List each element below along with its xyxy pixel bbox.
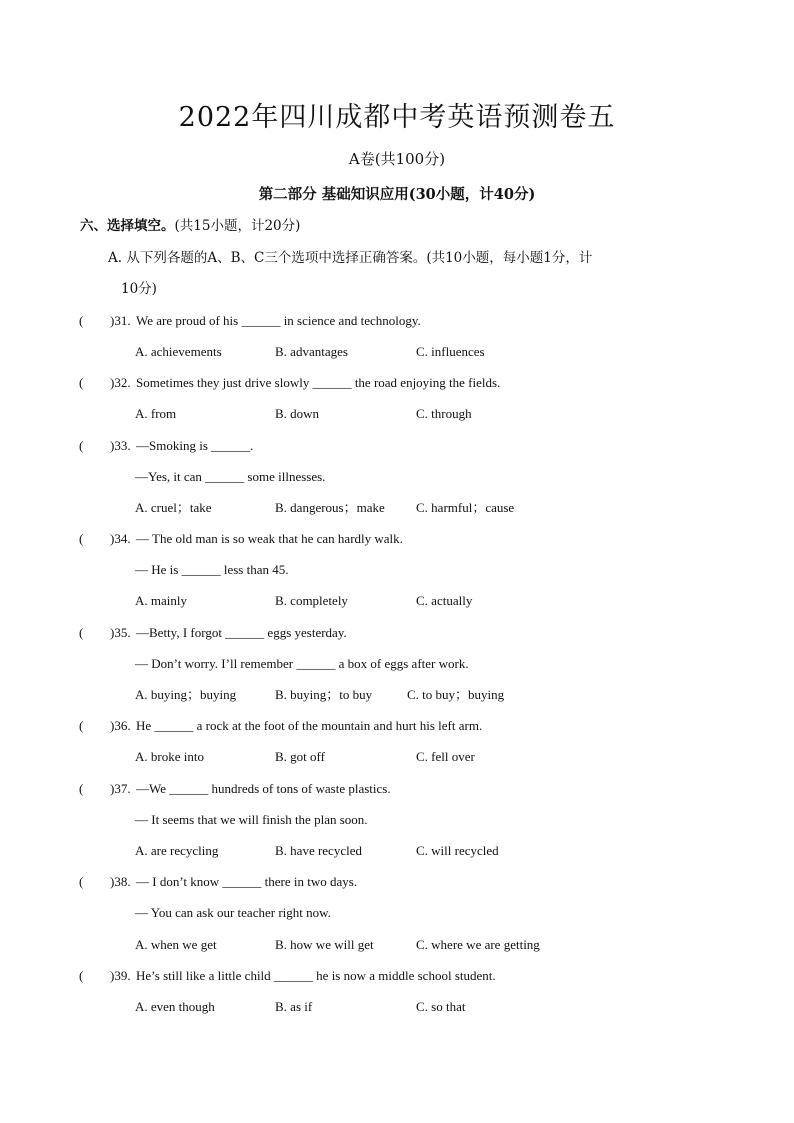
option-a: A. from xyxy=(135,406,177,421)
option-a: A. cruel；take xyxy=(135,500,212,515)
answer-paren: ( xyxy=(79,375,84,390)
option-b: B. as if xyxy=(275,999,313,1014)
option-b: B. got off xyxy=(275,749,325,764)
option-b: B. completely xyxy=(275,593,348,608)
page-title: 2022年四川成都中考英语预测卷五 xyxy=(178,102,616,133)
question-stem: —Betty, I forgot ______ eggs yesterday. xyxy=(136,625,347,640)
option-a: A. even though xyxy=(135,999,215,1014)
question-stem: — I don’t know ______ there in two days. xyxy=(136,874,358,889)
option-a: A. broke into xyxy=(135,749,204,764)
question-number: )38. xyxy=(110,874,131,889)
question-number: )35. xyxy=(110,625,131,640)
option-a: A. achievements xyxy=(135,344,222,359)
option-c: C. fell over xyxy=(416,749,475,764)
options-33 xyxy=(0,498,794,518)
option-c: C. influences xyxy=(416,344,485,359)
question-number: )36. xyxy=(110,718,131,733)
question-stem: — The old man is so weak that he can hardly walk. xyxy=(136,531,403,546)
section-heading xyxy=(80,215,300,237)
question-stem: —We ______ hundreds of tons of waste plastics. xyxy=(136,781,391,796)
question-stem: Sometimes they just drive slowly ______ the road enjoying the fields. xyxy=(136,375,501,390)
answer-paren: ( xyxy=(79,531,84,546)
option-c: C. where we are getting xyxy=(416,937,540,952)
question-number: )32. xyxy=(110,375,131,390)
section-heading-detail: (共15小题，计20分) xyxy=(174,218,301,234)
option-c: C. so that xyxy=(416,999,466,1014)
question-stem: He’s still like a little child ______ he is now a middle school student. xyxy=(136,968,496,983)
answer-paren: ( xyxy=(79,313,84,328)
options-35 xyxy=(0,685,794,705)
options-39 xyxy=(0,997,794,1017)
question-number: )34. xyxy=(110,531,131,546)
dialogue-response: — You can ask our teacher right now. xyxy=(135,905,331,920)
dialogue-response: —Yes, it can ______ some illnesses. xyxy=(135,469,326,484)
dialogue-response: — He is ______ less than 45. xyxy=(135,562,289,577)
option-a: A. buying；buying xyxy=(135,687,237,702)
options-36 xyxy=(0,747,794,767)
part-heading: 第二部分 基础知识应用(30小题，计40分) xyxy=(258,186,536,203)
question-stem: He ______ a rock at the foot of the mountain and hurt his left arm. xyxy=(136,718,483,733)
answer-paren: ( xyxy=(79,625,84,640)
option-c: C. harmful；cause xyxy=(416,500,515,515)
option-b: B. buying；to buy xyxy=(275,687,373,702)
option-b: B. dangerous；make xyxy=(275,500,385,515)
question-stem: —Smoking is ______. xyxy=(136,438,254,453)
option-c: C. will recycled xyxy=(416,843,499,858)
answer-paren: ( xyxy=(79,781,84,796)
option-b: B. advantages xyxy=(275,344,348,359)
options-31 xyxy=(0,342,794,362)
page-subtitle: A卷(共100分) xyxy=(348,150,446,168)
options-32 xyxy=(0,404,794,424)
options-38 xyxy=(0,935,794,955)
answer-paren: ( xyxy=(79,874,84,889)
option-b: B. have recycled xyxy=(275,843,362,858)
section-heading-bold: 六、选择填空。 xyxy=(80,218,175,234)
option-a: A. are recycling xyxy=(135,843,219,858)
answer-paren: ( xyxy=(79,968,84,983)
option-c: C. to buy；buying xyxy=(407,687,505,702)
instruction-line-1: A. 从下列各题的A、B、C三个选项中选择正确答案。(共10小题，每小题1分，计 xyxy=(108,250,593,266)
dialogue-response: — Don’t worry. I’ll remember ______ a box of eggs after work. xyxy=(135,656,469,671)
question-number: )39. xyxy=(110,968,131,983)
option-c: C. through xyxy=(416,406,472,421)
option-a: A. mainly xyxy=(135,593,187,608)
answer-paren: ( xyxy=(79,438,84,453)
option-c: C. actually xyxy=(416,593,473,608)
answer-paren: ( xyxy=(79,718,84,733)
option-a: A. when we get xyxy=(135,937,217,952)
question-number: )33. xyxy=(110,438,131,453)
question-number: )37. xyxy=(110,781,131,796)
instruction-line-2: 10分) xyxy=(121,281,157,297)
option-b: B. how we will get xyxy=(275,937,374,952)
question-stem: We are proud of his ______ in science and technology. xyxy=(136,313,421,328)
options-37 xyxy=(0,841,794,861)
options-34 xyxy=(0,591,794,611)
dialogue-response: — It seems that we will finish the plan soon. xyxy=(135,812,368,827)
question-number: )31. xyxy=(110,313,131,328)
option-b: B. down xyxy=(275,406,320,421)
